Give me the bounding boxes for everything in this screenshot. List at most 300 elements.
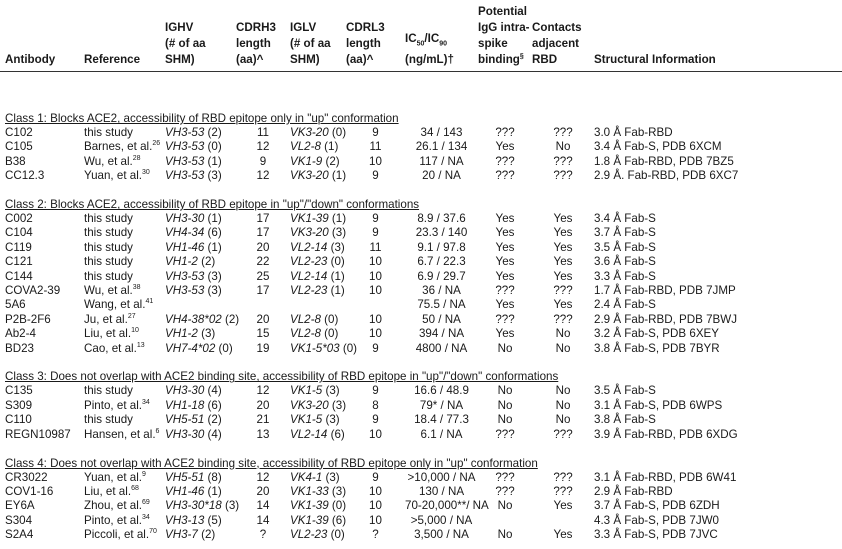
iglv-gene: VK1-5 <box>290 384 323 398</box>
cell-reference <box>84 140 165 154</box>
cell-reference <box>84 270 165 284</box>
reference-text: Liu, et al. <box>84 484 132 498</box>
iglv-shm: (3) <box>325 470 340 484</box>
cell-cdrl3: 9 <box>372 169 379 183</box>
ighv-gene: VH3-53 <box>165 154 205 168</box>
cell-iglv <box>290 313 346 327</box>
ighv-gene: VH4-38*02 <box>165 312 222 326</box>
cell-contacts: Yes <box>553 240 573 254</box>
iglv-shm: (1) <box>324 140 339 154</box>
table-row <box>0 226 842 240</box>
ighv-shm: (1) <box>207 240 222 254</box>
cell-structure: 3.4 Å Fab-S <box>594 212 656 226</box>
reference-number: 28 <box>132 154 141 162</box>
cell-structure: 3.2 Å Fab-S, PDB 6XEY <box>594 327 720 341</box>
cell-ighv <box>165 384 236 398</box>
ighv-shm: (3) <box>224 499 240 513</box>
iglv-gene: VK4-1 <box>290 470 323 484</box>
cell-reference <box>84 499 165 513</box>
ighv-shm: (3) <box>207 284 222 298</box>
ighv-gene: VH3-53 <box>165 284 205 298</box>
ic-unit: (ng/mL)† <box>405 53 454 66</box>
cell-ic50-ic90: 8.9 / 37.6 <box>417 212 466 226</box>
cell-antibody: C119 <box>5 240 32 254</box>
iglv-gene: VL2-23 <box>290 255 328 269</box>
cell-antibody: C002 <box>5 212 33 226</box>
reference-number: 13 <box>136 341 145 349</box>
ighv-gene: VH3-7 <box>165 528 198 542</box>
reference-number: 34 <box>142 513 150 521</box>
cell-intra-spike <box>478 514 532 528</box>
ighv-gene: VH3-13 <box>165 513 205 527</box>
cell-ighv <box>165 528 236 542</box>
cell-ighv <box>165 428 236 442</box>
cell-ic50-ic90: 6.1 / NA <box>420 427 463 441</box>
cell-cdrl3: 10 <box>369 312 382 326</box>
cell-structure: 3.7 Å Fab-S <box>594 226 656 240</box>
table-row <box>0 169 842 183</box>
cell-reference <box>84 413 165 427</box>
cell-ic50-ic90: 70-20,000**/ NA <box>405 499 489 513</box>
cell-cdrh3: 14 <box>256 513 270 527</box>
header-intra-spike <box>478 4 532 68</box>
cell-cdrh3: 11 <box>256 126 270 139</box>
cell-intra-spike: ??? <box>495 427 515 441</box>
reference-number: 6 <box>155 427 160 435</box>
cell-intra-spike: Yes <box>495 226 515 240</box>
cell-reference <box>84 255 165 269</box>
table-row <box>0 384 842 398</box>
cell-structure: 2.4 Å Fab-S <box>594 298 656 312</box>
cell-ic50-ic90: 3,500 / NA <box>414 528 469 542</box>
cell-intra-spike: ??? <box>495 312 515 326</box>
reference-number: 30 <box>142 169 150 177</box>
cell-ighv <box>165 255 236 269</box>
iglv-shm: (6) <box>331 513 347 527</box>
cell-structure: 3.0 Å Fab-RBD <box>594 126 673 139</box>
cell-ic50-ic90: 130 / NA <box>418 484 465 498</box>
cell-contacts: ??? <box>553 126 573 139</box>
table-row <box>0 327 842 341</box>
cell-cdrl3: 8 <box>372 398 379 412</box>
reference-text: Pinto, et al. <box>84 513 143 527</box>
reference-text: Wu, et al. <box>84 154 133 168</box>
cell-cdrh3: 14 <box>256 499 270 513</box>
ighv-gene: VH1-18 <box>165 398 205 412</box>
cell-iglv <box>290 428 346 442</box>
iglv-gene: VK1-33 <box>290 484 329 498</box>
cell-intra-spike: Yes <box>495 240 515 254</box>
cell-reference <box>84 384 165 398</box>
iglv-gene: VL2-8 <box>290 327 321 341</box>
cell-intra-spike: ??? <box>495 126 515 139</box>
section-gap <box>0 442 842 456</box>
table-row <box>0 140 842 154</box>
iglv-shm: (0) <box>342 341 358 355</box>
cell-cdrh3: 12 <box>256 384 270 398</box>
cell-structure: 1.7 Å Fab-RBD, PDB 7JMP <box>594 284 736 298</box>
reference-text: this study <box>84 384 133 398</box>
cell-contacts: ??? <box>553 169 573 183</box>
cell-ic50-ic90: 75.5 / NA <box>417 298 466 312</box>
cell-ighv <box>165 485 236 499</box>
table-row <box>0 528 842 542</box>
ighv-gene: VH3-30*18 <box>165 499 222 513</box>
cell-contacts: ??? <box>553 154 573 168</box>
reference-text: Piccoli, et al. <box>84 528 150 542</box>
reference-number: 70 <box>149 528 157 536</box>
cell-structure: 1.8 Å Fab-RBD, PDB 7BZ5 <box>594 154 734 168</box>
ighv-gene: VH3-53 <box>165 269 205 283</box>
class-heading <box>0 369 842 384</box>
cell-reference <box>84 226 165 240</box>
class-title: Class 2: Blocks ACE2, accessibility of RBD epitope in "up"/"down" conformations <box>5 198 420 212</box>
reference-number: 38 <box>132 284 141 292</box>
table-body <box>0 111 842 542</box>
table-row <box>0 413 842 427</box>
cell-iglv <box>290 384 346 398</box>
cell-ighv <box>165 471 236 485</box>
cell-cdrh3: 22 <box>256 255 270 269</box>
cell-structure: 3.7 Å Fab-S, PDB 6ZDH <box>594 499 720 513</box>
cell-reference <box>84 298 165 312</box>
table-row <box>0 399 842 413</box>
header-ighv: IGHV (# of aa SHM) <box>165 21 206 66</box>
iglv-shm: (1) <box>331 169 347 183</box>
cell-cdrl3: 9 <box>372 413 379 427</box>
iglv-shm: (3) <box>325 384 340 398</box>
cell-cdrh3: 20 <box>256 398 270 412</box>
cell-ighv <box>165 312 240 327</box>
cell-contacts: Yes <box>553 528 573 542</box>
cell-cdrl3: 9 <box>372 126 379 139</box>
table-row <box>0 499 842 513</box>
cell-reference <box>84 126 165 140</box>
reference-text: this study <box>84 255 133 269</box>
table-row <box>0 514 842 528</box>
cell-contacts: ??? <box>553 427 573 441</box>
cell-contacts: No <box>555 327 571 341</box>
iglv-gene: VK3-20 <box>290 226 329 240</box>
class-heading <box>0 456 842 471</box>
header-ic50-ic90 <box>405 31 478 68</box>
reference-text: Barnes, et al. <box>84 140 153 154</box>
cell-cdrh3: ? <box>259 528 267 542</box>
reference-number: 9 <box>142 470 146 478</box>
cell-ighv <box>165 155 236 169</box>
cell-iglv <box>290 485 346 499</box>
cell-cdrl3: 10 <box>369 427 382 441</box>
cell-cdrl3: 9 <box>372 226 379 240</box>
table-row <box>0 298 842 312</box>
table-row <box>0 471 842 485</box>
iglv-shm: (3) <box>331 226 347 240</box>
reference-text: this study <box>84 413 133 427</box>
ighv-shm: (3) <box>207 269 222 283</box>
iglv-gene: VK1-9 <box>290 154 323 168</box>
cell-antibody: COV1-16 <box>5 484 54 498</box>
iglv-shm: (3) <box>325 413 340 427</box>
cell-ic50-ic90: 117 / NA <box>419 154 464 168</box>
table-row <box>0 428 842 442</box>
table-row <box>0 342 842 356</box>
cell-intra-spike: Yes <box>495 255 515 269</box>
cell-cdrh3: 9 <box>259 154 267 168</box>
intra-label: Potential IgG intra- spike binding <box>478 5 530 66</box>
cell-contacts: No <box>555 413 571 427</box>
table-row <box>0 126 842 140</box>
cell-ighv <box>165 126 236 140</box>
cell-cdrh3: 17 <box>256 284 270 298</box>
iglv-shm: (0) <box>331 499 347 513</box>
ighv-shm: (2) <box>201 528 216 542</box>
cell-reference <box>84 428 165 442</box>
table-row <box>0 485 842 499</box>
cell-reference <box>84 399 165 413</box>
header-cdrh3: CDRH3 length (aa)^ <box>236 21 276 66</box>
cell-iglv <box>290 126 346 140</box>
cell-structure: 2.9 Å. Fab-RBD, PDB 6XC7 <box>594 169 739 183</box>
reference-number: 26 <box>152 140 161 148</box>
header-reference: Reference <box>84 53 141 66</box>
iglv-shm: (0) <box>331 126 347 139</box>
cell-ic50-ic90: >5,000 / NA <box>410 513 473 527</box>
table-row <box>0 212 842 226</box>
iglv-shm: (3) <box>330 240 345 254</box>
table-row <box>0 241 842 255</box>
cell-cdrh3: 13 <box>256 427 270 441</box>
header-iglv: IGLV (# of aa SHM) <box>290 21 331 66</box>
cell-cdrh3: 25 <box>256 269 270 283</box>
cell-cdrh3: 21 <box>256 413 270 427</box>
cell-antibody: CC12.3 <box>5 169 45 183</box>
reference-text: Wang, et al. <box>84 298 146 312</box>
cell-antibody: C144 <box>5 269 33 283</box>
intra-sup: § <box>519 53 524 60</box>
ighv-shm: (0) <box>218 341 233 355</box>
ighv-gene: VH5-51 <box>165 413 205 427</box>
cell-cdrh3 <box>236 298 290 312</box>
cell-structure: 3.8 Å Fab-S <box>594 413 656 427</box>
cell-cdrl3: 10 <box>369 269 382 283</box>
table-row <box>0 313 842 327</box>
reference-text: this study <box>84 126 133 139</box>
iglv-gene: VK1-39 <box>290 212 329 226</box>
ighv-gene: VH1-2 <box>165 255 198 269</box>
cell-ic50-ic90: 20 / NA <box>422 169 461 183</box>
ighv-shm: (4) <box>207 427 222 441</box>
class-title: Class 4: Does not overlap with ACE2 binding site, accessibility of RBD epitope only in "up" conformation <box>5 456 538 470</box>
ighv-gene: VH5-51 <box>165 470 205 484</box>
cell-ighv <box>165 270 236 284</box>
cell-antibody: C105 <box>5 140 33 154</box>
cell-ighv <box>165 241 236 255</box>
ighv-shm: (2) <box>224 312 240 326</box>
ic-sub-50: 50 <box>416 40 425 47</box>
cell-reference <box>84 342 165 356</box>
cell-ic50-ic90: 16.6 / 48.9 <box>414 384 469 398</box>
class-heading <box>0 111 842 126</box>
cell-reference <box>84 528 165 542</box>
cell-antibody: B38 <box>5 154 26 168</box>
cell-ic50-ic90: 50 / NA <box>422 312 461 326</box>
cell-iglv <box>290 169 346 183</box>
cell-reference <box>84 313 165 327</box>
ighv-gene: VH1-2 <box>165 327 198 341</box>
cell-antibody: C110 <box>5 413 32 427</box>
cell-cdrl3: 9 <box>372 212 379 226</box>
cell-antibody: S309 <box>5 398 33 412</box>
cell-contacts: ??? <box>553 484 573 498</box>
reference-text: Liu, et al. <box>84 327 132 341</box>
ic-label: IC <box>405 31 417 45</box>
iglv-gene: VK1-5*03 <box>290 341 340 355</box>
ighv-shm: (5) <box>207 513 222 527</box>
cell-antibody: COVA2-39 <box>5 284 61 298</box>
iglv-gene: VK3-20 <box>290 398 329 412</box>
ighv-gene: VH3-30 <box>165 384 205 398</box>
cell-intra-spike: Yes <box>495 269 515 283</box>
cell-ighv <box>165 140 236 154</box>
iglv-gene: VL2-23 <box>290 528 328 542</box>
iglv-shm: (2) <box>325 154 340 168</box>
cell-antibody: S304 <box>5 513 33 527</box>
cell-contacts: Yes <box>553 298 573 312</box>
iglv-shm: (1) <box>330 269 345 283</box>
cell-iglv <box>290 270 346 284</box>
cell-iglv <box>290 284 346 298</box>
iglv-shm: (0) <box>324 312 339 326</box>
iglv-gene: VK1-39 <box>290 499 329 513</box>
reference-text: Wu, et al. <box>84 284 133 298</box>
cell-iglv <box>290 212 346 226</box>
table-row <box>0 155 842 169</box>
cell-intra-spike: No <box>497 528 513 542</box>
cell-contacts: No <box>555 398 571 412</box>
cell-intra-spike: ??? <box>495 484 515 498</box>
cell-intra-spike: No <box>497 384 513 398</box>
ighv-shm: (6) <box>207 398 222 412</box>
cell-contacts: No <box>555 341 571 355</box>
cell-cdrl3: 9 <box>372 341 379 355</box>
header-contacts: Contacts adjacent RBD <box>532 21 582 66</box>
cell-ighv <box>165 212 236 226</box>
ighv-shm: (2) <box>201 255 216 269</box>
reference-text: Zhou, et al. <box>84 499 143 513</box>
cell-cdrh3: 17 <box>256 212 270 226</box>
cell-ic50-ic90: 79* / NA <box>419 398 464 412</box>
cell-contacts: Yes <box>553 255 573 269</box>
cell-contacts <box>532 514 594 528</box>
cell-ighv <box>165 169 236 183</box>
cell-antibody: Ab2-4 <box>5 327 36 341</box>
cell-antibody: C102 <box>5 126 33 139</box>
ighv-gene: VH7-4*02 <box>165 341 216 355</box>
ighv-shm: (2) <box>207 413 222 427</box>
cell-ic50-ic90: 36 / NA <box>422 284 461 298</box>
cell-structure: 3.3 Å Fab-S, PDB 7JVC <box>594 528 718 542</box>
cell-cdrh3: 19 <box>256 341 270 355</box>
cell-structure: 3.1 Å Fab-RBD, PDB 6W41 <box>594 470 737 484</box>
cell-intra-spike: ??? <box>495 169 515 183</box>
iglv-gene: VL2-14 <box>290 269 328 283</box>
cell-cdrh3: 20 <box>256 312 270 326</box>
cell-contacts: Yes <box>553 226 573 240</box>
table-row <box>0 255 842 269</box>
cell-antibody: C135 <box>5 384 33 398</box>
cell-contacts: ??? <box>553 284 573 298</box>
cell-reference <box>84 284 165 298</box>
cell-ic50-ic90: 23.3 / 140 <box>415 226 468 240</box>
cell-ighv <box>165 284 236 298</box>
cell-contacts: No <box>555 384 571 398</box>
ighv-shm: (2) <box>207 126 222 139</box>
reference-text: Pinto, et al. <box>84 398 143 412</box>
cell-cdrh3: 20 <box>256 240 270 254</box>
reference-text: this study <box>84 269 133 283</box>
cell-cdrl3: 9 <box>372 470 379 484</box>
ighv-gene: VH4-34 <box>165 226 205 240</box>
cell-intra-spike: Yes <box>495 298 515 312</box>
cell-structure: 2.9 Å Fab-RBD <box>594 484 673 498</box>
cell-reference <box>84 241 165 255</box>
cell-reference <box>84 485 165 499</box>
iglv-gene: VK1-5 <box>290 413 323 427</box>
ighv-shm: (3) <box>201 327 216 341</box>
cell-ic50-ic90: 18.4 / 77.3 <box>414 413 469 427</box>
cell-reference <box>84 169 165 183</box>
cell-iglv <box>290 413 346 427</box>
cell-ic50-ic90: 26.1 / 134 <box>415 140 468 154</box>
reference-text: this study <box>84 240 133 254</box>
iglv-gene: VL2-14 <box>290 427 328 441</box>
reference-number: 68 <box>131 484 139 492</box>
ighv-shm: (1) <box>207 484 222 498</box>
ighv-shm: (1) <box>207 212 222 226</box>
cell-cdrh3: 12 <box>256 169 270 183</box>
cell-ic50-ic90: >10,000 / NA <box>407 470 476 484</box>
iglv-shm: (0) <box>324 327 339 341</box>
cell-structure: 3.4 Å Fab-S, PDB 6XCM <box>594 140 722 154</box>
cell-antibody: 5A6 <box>5 298 26 312</box>
cell-iglv <box>290 241 346 255</box>
cell-ighv <box>165 514 236 528</box>
iglv-shm: (1) <box>330 284 345 298</box>
cell-iglv <box>290 298 346 312</box>
cell-contacts: No <box>555 140 571 154</box>
cell-cdrh3: 12 <box>256 140 270 154</box>
reference-text: this study <box>84 226 133 240</box>
cell-contacts: Yes <box>553 499 573 513</box>
cell-ighv <box>165 342 236 356</box>
ighv-gene: VH3-30 <box>165 427 205 441</box>
cell-ic50-ic90: 6.9 / 29.7 <box>417 269 466 283</box>
cell-cdrl3: 10 <box>369 513 382 527</box>
section-gap <box>0 184 842 198</box>
cell-cdrl3: 11 <box>369 140 382 154</box>
cell-structure: 3.9 Å Fab-RBD, PDB 6XDG <box>594 427 738 441</box>
iglv-shm: (6) <box>330 427 345 441</box>
cell-intra-spike: No <box>497 398 513 412</box>
cell-iglv <box>290 514 346 528</box>
cell-iglv <box>290 140 346 154</box>
iglv-gene: VL2-23 <box>290 284 328 298</box>
cell-ic50-ic90: 9.1 / 97.8 <box>417 240 466 254</box>
cell-intra-spike: Yes <box>495 212 515 226</box>
cell-antibody: EY6A <box>5 499 35 513</box>
cell-reference <box>84 327 165 341</box>
cell-cdrh3: 17 <box>256 226 270 240</box>
